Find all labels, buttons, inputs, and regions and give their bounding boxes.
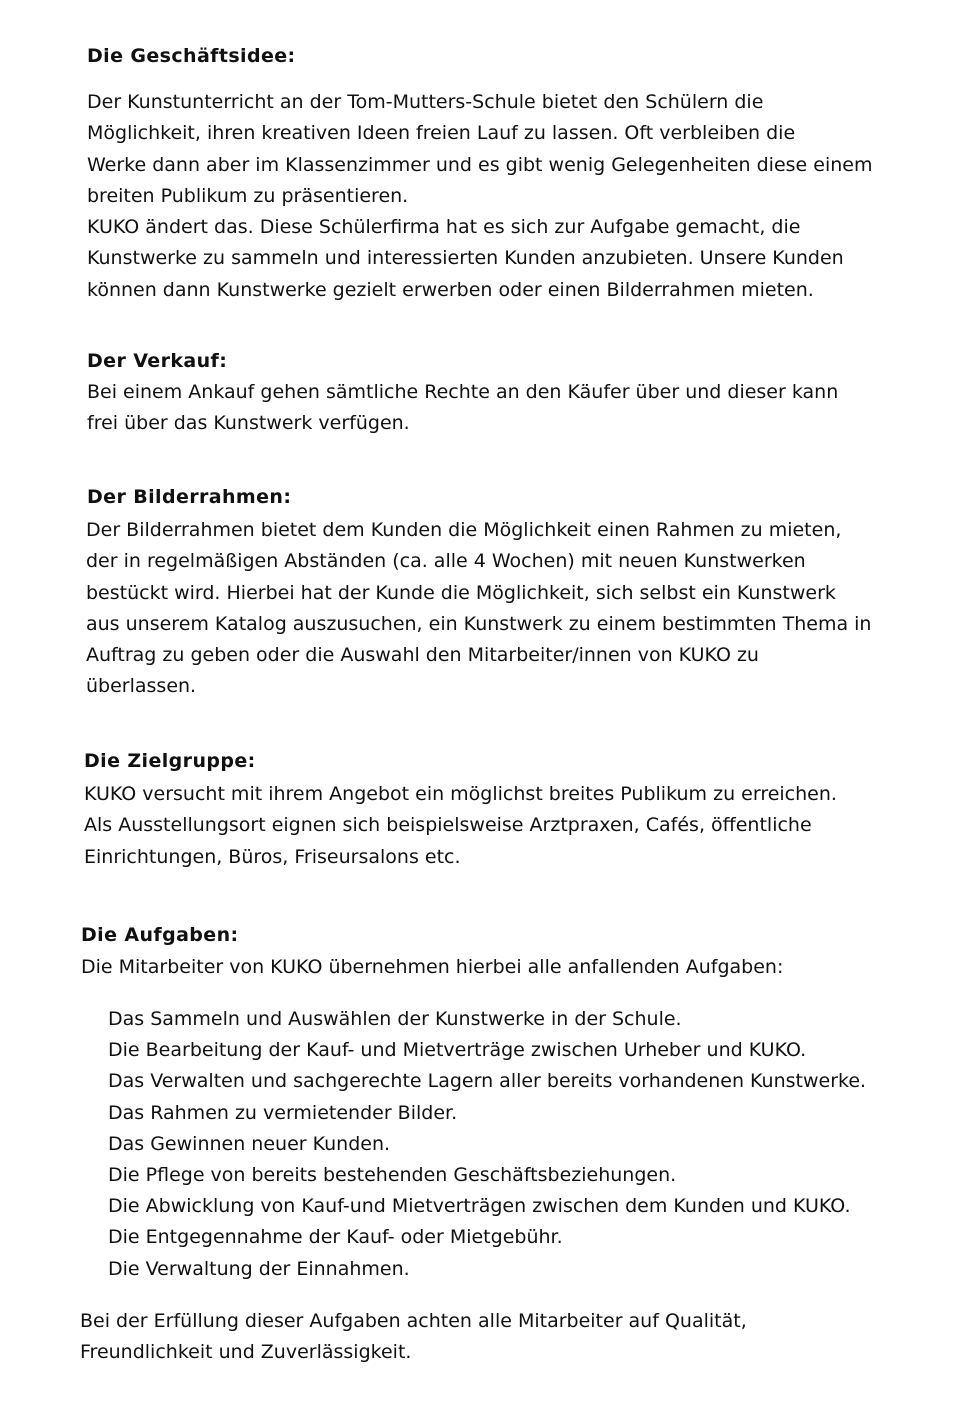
paragraph-line: KUKO versucht mit ihrem Angebot ein möglichst breites Publikum zu erreichen. [84,783,837,805]
paragraph-line: Auftrag zu geben oder die Auswahl den Mitarbeiter/innen von KUKO zu [86,644,759,667]
heading-geschaeftsidee: Die Geschäftsidee: [87,45,296,67]
paragraph-line: Möglichkeit, ihren kreativen Ideen freien Lauf zu lassen. Oft verbleiben die [87,122,796,145]
heading-bilderrahmen: Der Bilderrahmen: [87,486,292,508]
paragraph-line: Bei einem Ankauf gehen sämtliche Rechte an den Käufer über und dieser kann [87,381,839,403]
heading-aufgaben: Die Aufgaben: [81,924,239,946]
paragraph-line: Kunstwerke zu sammeln und interessierten Kunden anzubieten. Unsere Kunden [87,247,844,270]
paragraph-line: bestückt wird. Hierbei hat der Kunde die Möglichkeit, sich selbst ein Kunstwerk [86,581,836,604]
paragraph-line: KUKO ändert das. Diese Schülerfirma hat es sich zur Aufgabe gemacht, die [87,216,801,239]
task-list [108,1004,866,1285]
list-item: Die Bearbeitung der Kauf- und Mietverträge zwischen Urheber und KUKO. [108,1039,807,1062]
paragraph-line: Als Ausstellungsort eignen sich beispielsweise Arztpraxen, Cafés, öffentliche [84,814,812,837]
paragraph-line: können dann Kunstwerke gezielt erwerben oder einen Bilderrahmen mieten. [87,278,814,301]
paragraph-line: der in regelmäßigen Abständen (ca. alle 4 Wochen) mit neuen Kunstwerken [86,550,806,573]
paragraph-line: Einrichtungen, Büros, Friseursalons etc. [84,845,461,868]
paragraph-line: breiten Publikum zu präsentieren. [87,184,409,207]
paragraph-bilderrahmen [86,515,871,703]
list-item: Das Sammeln und Auswählen der Kunstwerke in der Schule. [108,1008,682,1030]
list-item: Die Verwaltung der Einnahmen. [108,1257,410,1280]
paragraph-line: Der Bilderrahmen bietet dem Kunden die Möglichkeit einen Rahmen zu mieten, [86,519,842,541]
list-item: Die Abwicklung von Kauf-und Mietverträgen zwischen dem Kunden und KUKO. [108,1195,851,1218]
paragraph-line: Werke dann aber im Klassenzimmer und es gibt wenig Gelegenheiten diese einem [87,153,873,176]
heading-zielgruppe: Die Zielgruppe: [84,750,256,772]
paragraph-geschaeftsidee [87,87,872,306]
paragraph-line: überlassen. [86,675,197,698]
list-item: Das Rahmen zu vermietender Bilder. [108,1101,458,1124]
list-item: Das Verwalten und sachgerechte Lagern aller bereits vorhandenen Kunstwerke. [108,1070,867,1093]
list-item: Die Pflege von bereits bestehenden Geschäftsbeziehungen. [108,1164,677,1187]
paragraph-zielgruppe [84,779,837,873]
paragraph-line: Die Mitarbeiter von KUKO übernehmen hierbei alle anfallenden Aufgaben: [81,956,784,978]
heading-verkauf: Der Verkauf: [87,350,228,372]
paragraph-line: Bei der Erfüllung dieser Aufgaben achten alle Mitarbeiter auf Qualität, [80,1310,747,1332]
list-item: Das Gewinnen neuer Kunden. [108,1132,391,1155]
paragraph-line: Freundlichkeit und Zuverlässigkeit. [80,1341,412,1364]
list-item: Die Entgegennahme der Kauf- oder Mietgebühr. [108,1226,563,1249]
paragraph-line: aus unserem Katalog auszusuchen, ein Kunstwerk zu einem bestimmten Thema in [86,612,872,635]
closing-paragraph [80,1306,747,1369]
aufgaben-intro [81,952,783,983]
paragraph-verkauf [87,377,838,440]
paragraph-line: frei über das Kunstwerk verfügen. [87,412,410,435]
paragraph-line: Der Kunstunterricht an der Tom-Mutters-Schule bietet den Schülern die [87,91,764,113]
